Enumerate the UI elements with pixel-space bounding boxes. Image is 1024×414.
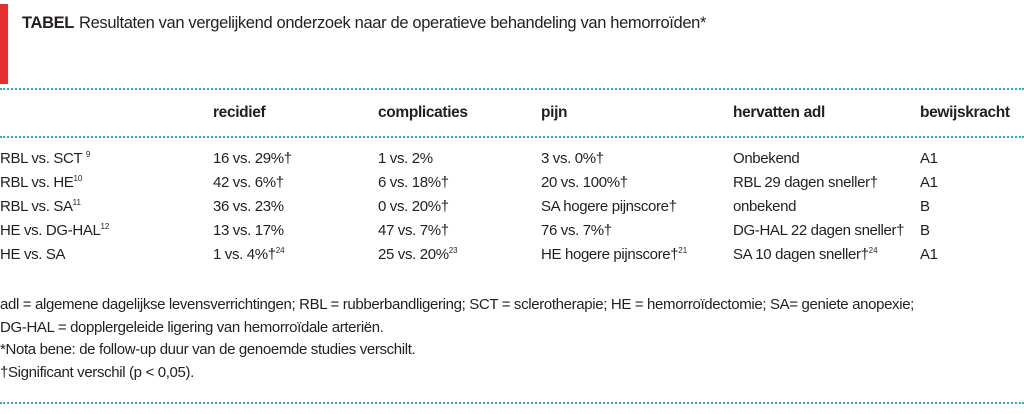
- cell-comparison: RBL vs. SA$^{11}$: [0, 198, 81, 215]
- cell-comparison: RBL vs. HE$^{10}$: [0, 174, 83, 191]
- rule-header: [0, 136, 1024, 138]
- footnotes: [0, 294, 1020, 384]
- cell-recidief: 16 vs. 29%†: [213, 150, 292, 167]
- cell-bewijskracht: A1: [920, 174, 938, 191]
- rule-top: [0, 88, 1024, 90]
- col-header-pijn: pijn: [541, 104, 568, 121]
- cell-recidief: 1 vs. 4%†$^{24}$: [213, 246, 285, 263]
- cell-bewijskracht: B: [920, 198, 930, 215]
- table-label: TABEL: [22, 14, 75, 32]
- cell-adl: onbekend: [733, 198, 797, 215]
- cell-pijn: 3 vs. 0%†: [541, 150, 604, 167]
- cell-adl: RBL 29 dagen sneller†: [733, 174, 878, 191]
- cell-complicaties: 0 vs. 20%†: [378, 198, 449, 215]
- cell-complicaties: 1 vs. 2%: [378, 150, 433, 167]
- cell-complicaties: 6 vs. 18%†: [378, 174, 449, 191]
- cell-recidief: 13 vs. 17%: [213, 222, 284, 239]
- col-header-complicaties: complicaties: [378, 104, 468, 121]
- footnote-significance: †Significant verschil (p < 0,05).: [0, 363, 194, 381]
- cell-complicaties: 25 vs. 20%$^{23}$: [378, 246, 458, 263]
- col-header-recidief: recidief: [213, 104, 266, 121]
- col-header-hervatten-adl: hervatten adl: [733, 104, 825, 121]
- cell-comparison: HE vs. DG-HAL$^{12}$: [0, 222, 110, 239]
- col-header-bewijskracht: bewijskracht: [920, 104, 1010, 121]
- cell-bewijskracht: A1: [920, 246, 938, 263]
- cell-pijn: 20 vs. 100%†: [541, 174, 628, 191]
- rule-bottom: [0, 402, 1024, 404]
- cell-comparison: RBL vs. SCT $^9$: [0, 150, 91, 167]
- table-title: [22, 14, 706, 33]
- cell-pijn: SA hogere pijnscore†: [541, 198, 677, 215]
- cell-comparison: HE vs. SA: [0, 246, 66, 263]
- cell-pijn: 76 vs. 7%†: [541, 222, 612, 239]
- cell-adl: DG-HAL 22 dagen sneller†: [733, 222, 905, 239]
- footnote-nota-bene: *Nota bene: de follow-up duur van de genoemde studies verschilt.: [0, 341, 416, 358]
- cell-pijn: HE hogere pijnscore†$^{21}$: [541, 246, 688, 263]
- footnote-abbreviations-cont: DG-HAL = dopplergeleide ligering van hemorroïdale arteriën.: [0, 318, 384, 336]
- accent-bar: [0, 4, 8, 84]
- cell-adl: Onbekend: [733, 150, 800, 167]
- cell-adl: SA 10 dagen sneller†$^{24}$: [733, 246, 878, 263]
- cell-recidief: 36 vs. 23%: [213, 198, 284, 215]
- cell-bewijskracht: B: [920, 222, 930, 239]
- footnote-abbreviations: adl = algemene dagelijkse levensverrichtingen; RBL = rubberbandligering; SCT = sclerotherapie; HE = hemorroïdectomie; SA= geniete anopexie;: [0, 296, 915, 313]
- cell-complicaties: 47 vs. 7%†: [378, 222, 449, 239]
- cell-recidief: 42 vs. 6%†: [213, 174, 284, 191]
- table-caption: Resultaten van vergelijkend onderzoek naar de operatieve behandeling van hemorroïden*: [79, 14, 707, 32]
- cell-bewijskracht: A1: [920, 150, 938, 167]
